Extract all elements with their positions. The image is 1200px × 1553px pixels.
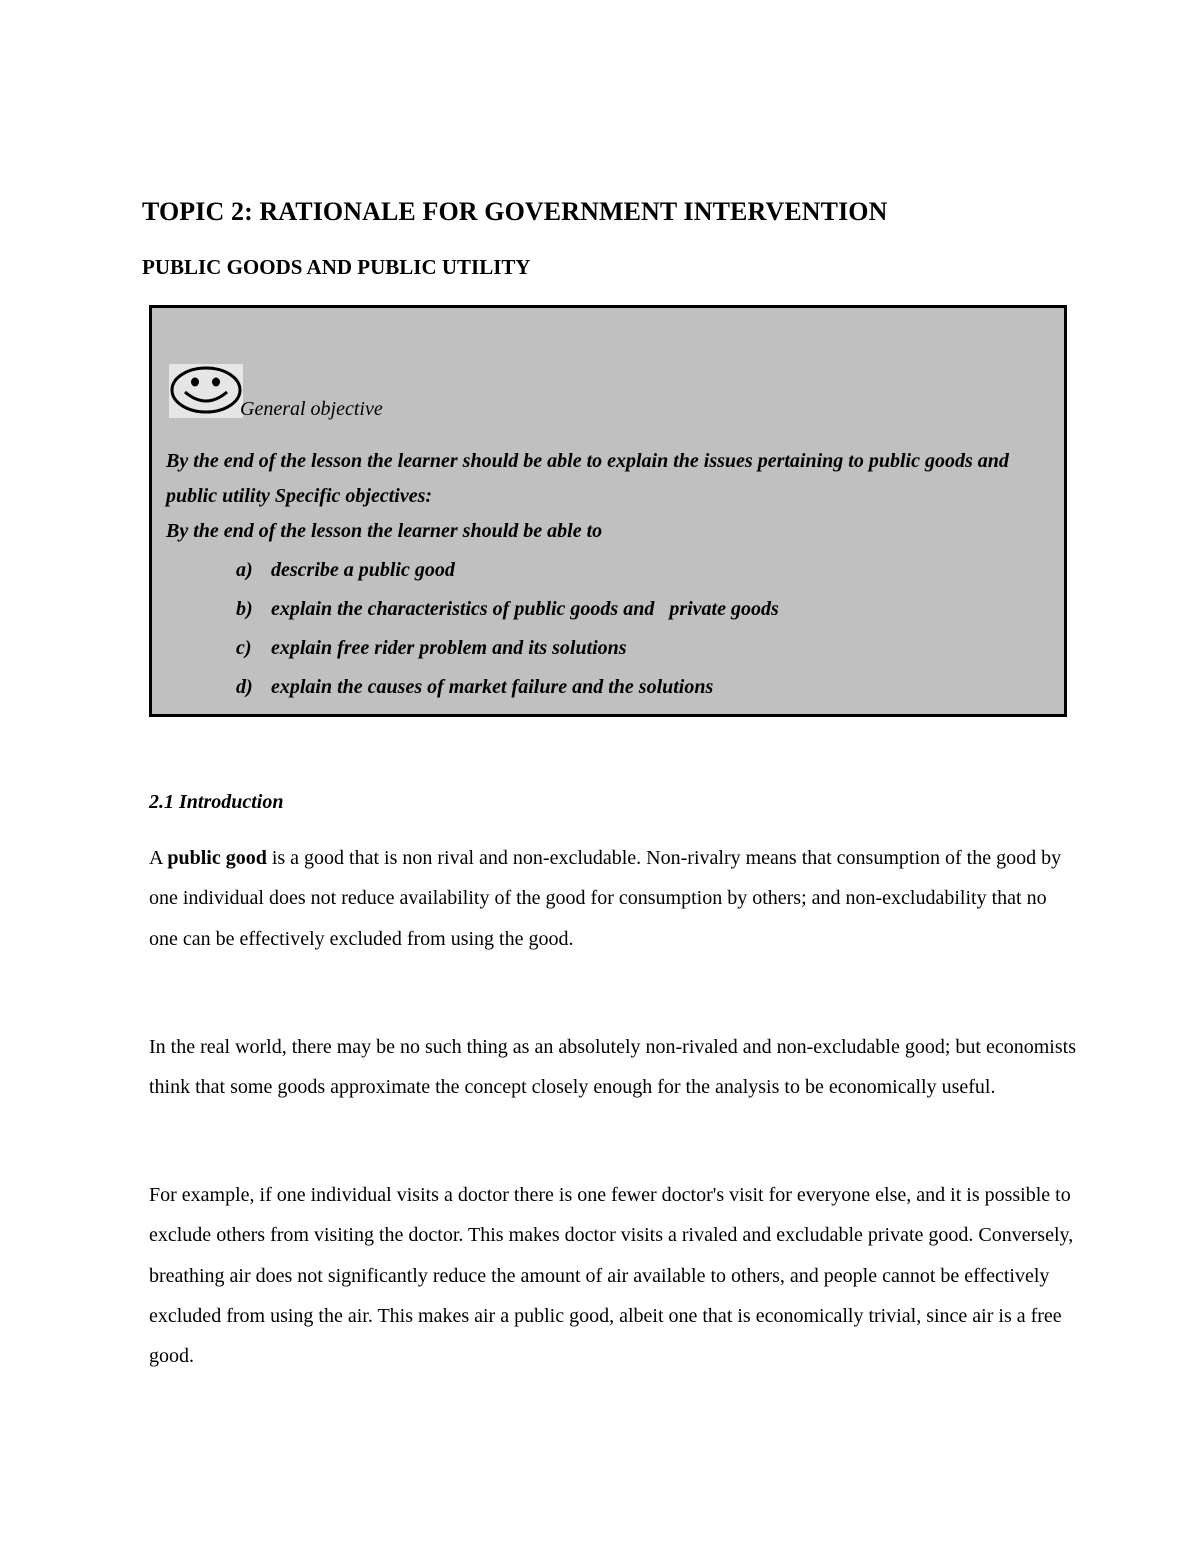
list-item-text: explain free rider problem and its solutions xyxy=(271,637,627,659)
public-good-term: public good xyxy=(167,847,267,869)
list-item-text: explain the causes of market failure and the solutions xyxy=(271,676,714,698)
page-subtitle: PUBLIC GOODS AND PUBLIC UTILITY xyxy=(142,255,531,279)
page-title: TOPIC 2: RATIONALE FOR GOVERNMENT INTERVENTION xyxy=(142,197,888,226)
introduction-paragraph-2: In the real world, there may be no such thing as an absolutely non-rivaled and non-excludable good; but economists think that some goods approximate the concept closely enough for the analysis to be economically useful. xyxy=(149,1036,1076,1099)
smiley-face-icon xyxy=(169,364,243,418)
list-marker: a) xyxy=(236,559,253,581)
list-marker: d) xyxy=(236,676,253,698)
list-marker: b) xyxy=(236,598,253,620)
list-item-text: describe a public good xyxy=(271,559,455,581)
objectives-list xyxy=(236,554,779,710)
list-item xyxy=(236,671,779,710)
list-item xyxy=(236,593,779,632)
para1-prefix: A xyxy=(149,847,168,869)
list-item-text: explain the characteristics of public goods and private goods xyxy=(271,598,779,620)
para1-text: is a good that is non rival and non-excludable. Non-rivalry means that consumption of the good by one individual does not reduce availability of the good for consumption by others; and non-excludability that no one can be effectively excluded from using the good. xyxy=(149,847,1062,950)
introduction-paragraph-1 xyxy=(149,838,1079,959)
specific-objectives-lead: By the end of the lesson the learner should be able to xyxy=(166,520,603,542)
introduction-heading: 2.1 Introduction xyxy=(149,791,284,813)
general-objective-heading: General objective xyxy=(240,398,383,420)
objectives-box xyxy=(149,305,1067,717)
list-item xyxy=(236,632,779,671)
general-objective-text: By the end of the lesson the learner should be able to explain the issues pertaining to public goods and public utility Specific objectives: xyxy=(166,450,1009,507)
list-marker: c) xyxy=(236,637,252,659)
list-item xyxy=(236,554,779,593)
introduction-paragraph-3: For example, if one individual visits a doctor there is one fewer doctor's visit for everyone else, and it is possible to exclude others from visiting the doctor. This makes doctor visits a rivaled and excludable private good. Conversely, breathing air does not significantly reduce the amount of air available to others, and people cannot be effectively excluded from using the air. This makes air a public good, albeit one that is economically trivial, since air is a free good. xyxy=(149,1184,1074,1368)
